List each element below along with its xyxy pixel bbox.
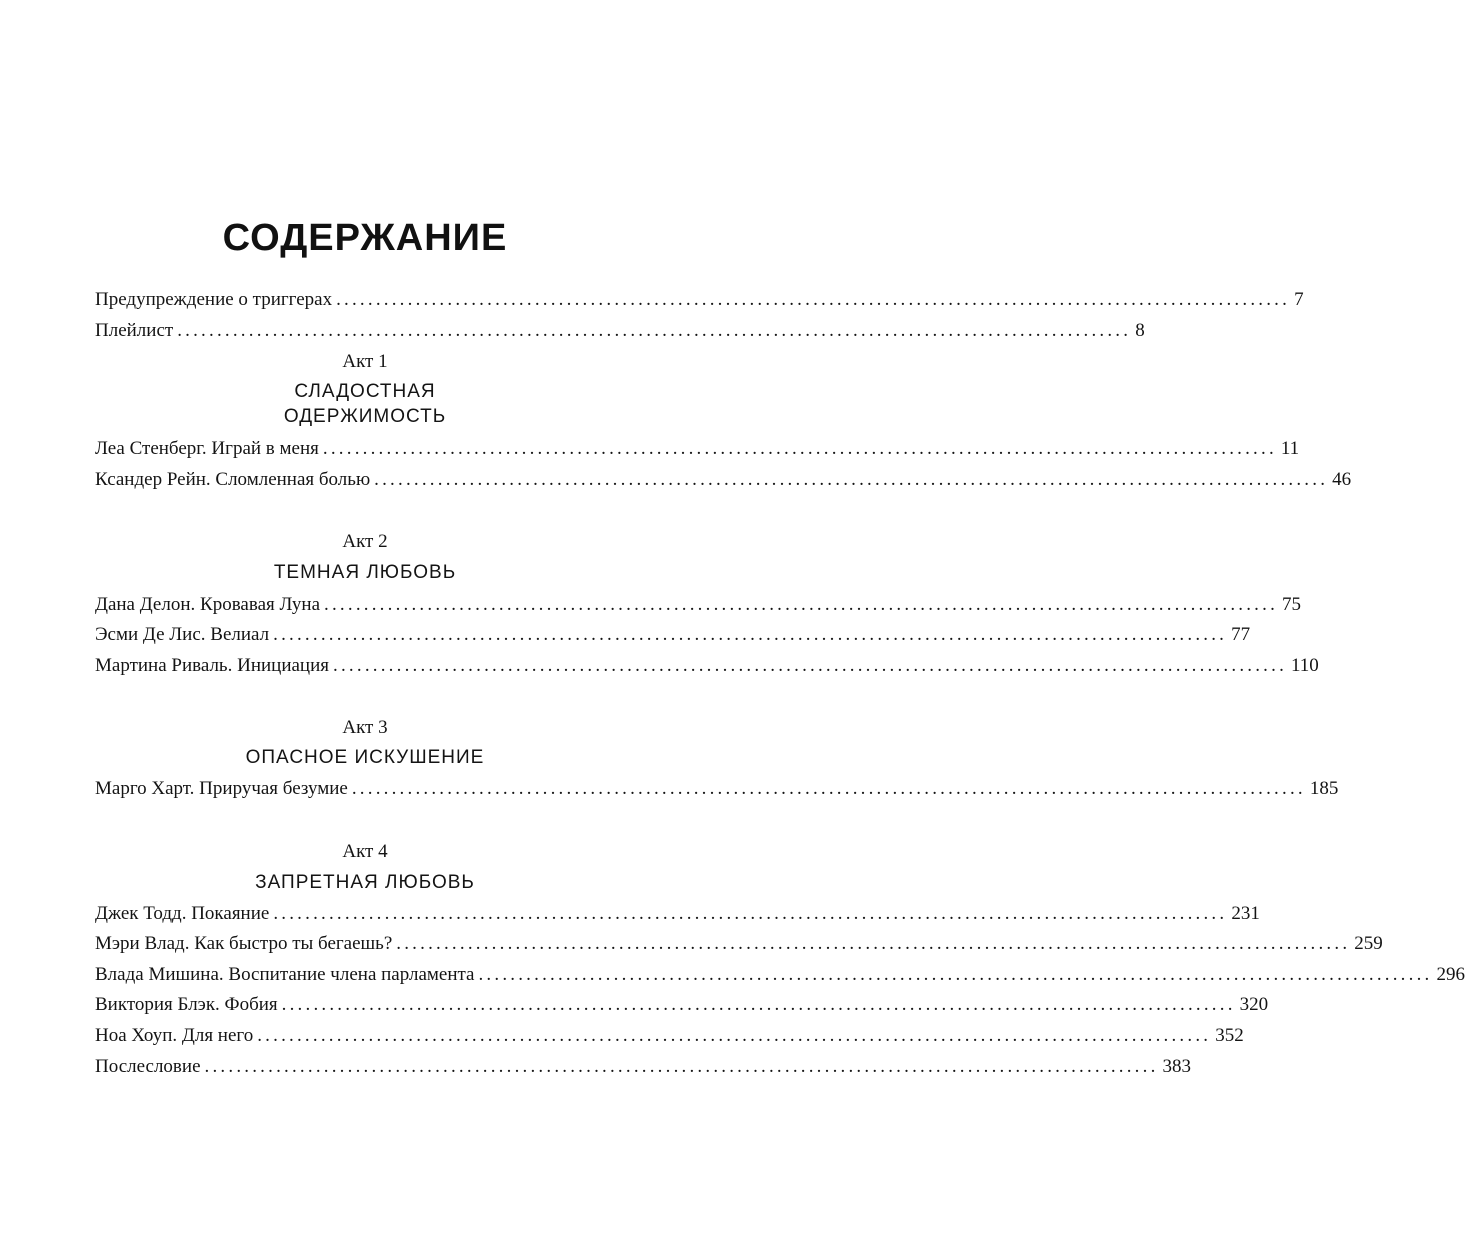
entry-label: Джек Тодд. Покаяние xyxy=(95,903,270,924)
entry-page: 11 xyxy=(1280,438,1300,459)
act-label: Акт 1 xyxy=(342,351,388,372)
act-title: СЛАДОСТНАЯ xyxy=(294,381,436,402)
toc-entry xyxy=(95,654,1319,678)
entry-page: 110 xyxy=(1291,655,1319,676)
toc-entry xyxy=(95,623,1251,647)
act-title: ТЕМНАЯ ЛЮБОВЬ xyxy=(273,562,457,583)
entry-label: Послесловие xyxy=(95,1056,201,1077)
page-title: СОДЕРЖАНИЕ xyxy=(222,217,508,259)
dot-leader: ........................................................................................................................ xyxy=(351,778,1306,799)
dot-leader: ........................................................................................................................ xyxy=(204,1056,1159,1077)
act-label: Акт 2 xyxy=(342,531,388,552)
entry-label: Предупреждение о триггерах xyxy=(95,289,333,310)
toc-entry xyxy=(95,468,1352,492)
entry-page: 296 xyxy=(1436,964,1465,985)
entry-page: 185 xyxy=(1309,778,1339,799)
toc-entry xyxy=(95,437,1300,461)
entry-label: Дана Делон. Кровавая Луна xyxy=(95,594,321,615)
entry-label: Ксандер Рейн. Сломленная болью xyxy=(95,469,371,490)
entry-page: 75 xyxy=(1282,594,1302,615)
entry-label: Леа Стенберг. Играй в меня xyxy=(95,438,319,459)
toc-entry xyxy=(95,1024,1244,1048)
entry-label: Плейлист xyxy=(95,320,174,341)
entry-page: 383 xyxy=(1162,1056,1192,1077)
entry-page: 259 xyxy=(1354,933,1383,954)
dot-leader: ........................................................................................................................ xyxy=(273,903,1228,924)
entry-page: 46 xyxy=(1332,469,1352,490)
toc-entry xyxy=(95,932,1383,956)
entry-label: Эсми Де Лис. Велиал xyxy=(95,624,270,645)
toc-entry xyxy=(95,902,1260,926)
dot-leader: ........................................................................................................................ xyxy=(336,289,1291,310)
entry-page: 320 xyxy=(1239,994,1269,1015)
dot-leader: ........................................................................................................................ xyxy=(333,655,1288,676)
entry-label: Виктория Блэк. Фобия xyxy=(95,994,278,1015)
entry-label: Ноа Хоуп. Для него xyxy=(95,1025,254,1046)
dot-leader: ........................................................................................................................ xyxy=(273,624,1228,645)
dot-leader: ........................................................................................................................ xyxy=(322,438,1277,459)
act-title: ОДЕРЖИМОСТЬ xyxy=(283,406,447,427)
entry-label: Влада Мишина. Воспитание члена парламента xyxy=(95,964,475,985)
dot-leader: ........................................................................................................................ xyxy=(177,320,1132,341)
dot-leader: ........................................................................................................................ xyxy=(281,994,1236,1015)
entry-page: 352 xyxy=(1215,1025,1244,1046)
act-title: ОПАСНОЕ ИСКУШЕНИЕ xyxy=(245,747,485,768)
toc-entry xyxy=(95,993,1269,1017)
dot-leader: ........................................................................................................................ xyxy=(478,964,1433,985)
dot-leader: ........................................................................................................................ xyxy=(324,594,1279,615)
entry-page: 231 xyxy=(1231,903,1260,924)
entry-label: Мэри Влад. Как быстро ты бегаешь? xyxy=(95,933,393,954)
toc-entry xyxy=(95,963,1465,987)
toc-entry xyxy=(95,593,1302,617)
dot-leader: ........................................................................................................................ xyxy=(257,1025,1212,1046)
entry-page: 77 xyxy=(1231,624,1251,645)
entry-page: 7 xyxy=(1294,289,1304,310)
act-title: ЗАПРЕТНАЯ ЛЮБОВЬ xyxy=(255,872,475,893)
dot-leader: ........................................................................................................................ xyxy=(374,469,1329,490)
toc-entry xyxy=(95,777,1339,801)
entry-label: Мартина Риваль. Инициация xyxy=(95,655,330,676)
toc-entry xyxy=(95,288,1304,312)
toc-entry xyxy=(95,1055,1192,1079)
toc-entry xyxy=(95,319,1145,343)
act-label: Акт 3 xyxy=(342,717,388,738)
dot-leader: ........................................................................................................................ xyxy=(396,933,1351,954)
entry-label: Марго Харт. Приручая безумие xyxy=(95,778,348,799)
act-label: Акт 4 xyxy=(342,841,388,862)
entry-page: 8 xyxy=(1135,320,1145,341)
